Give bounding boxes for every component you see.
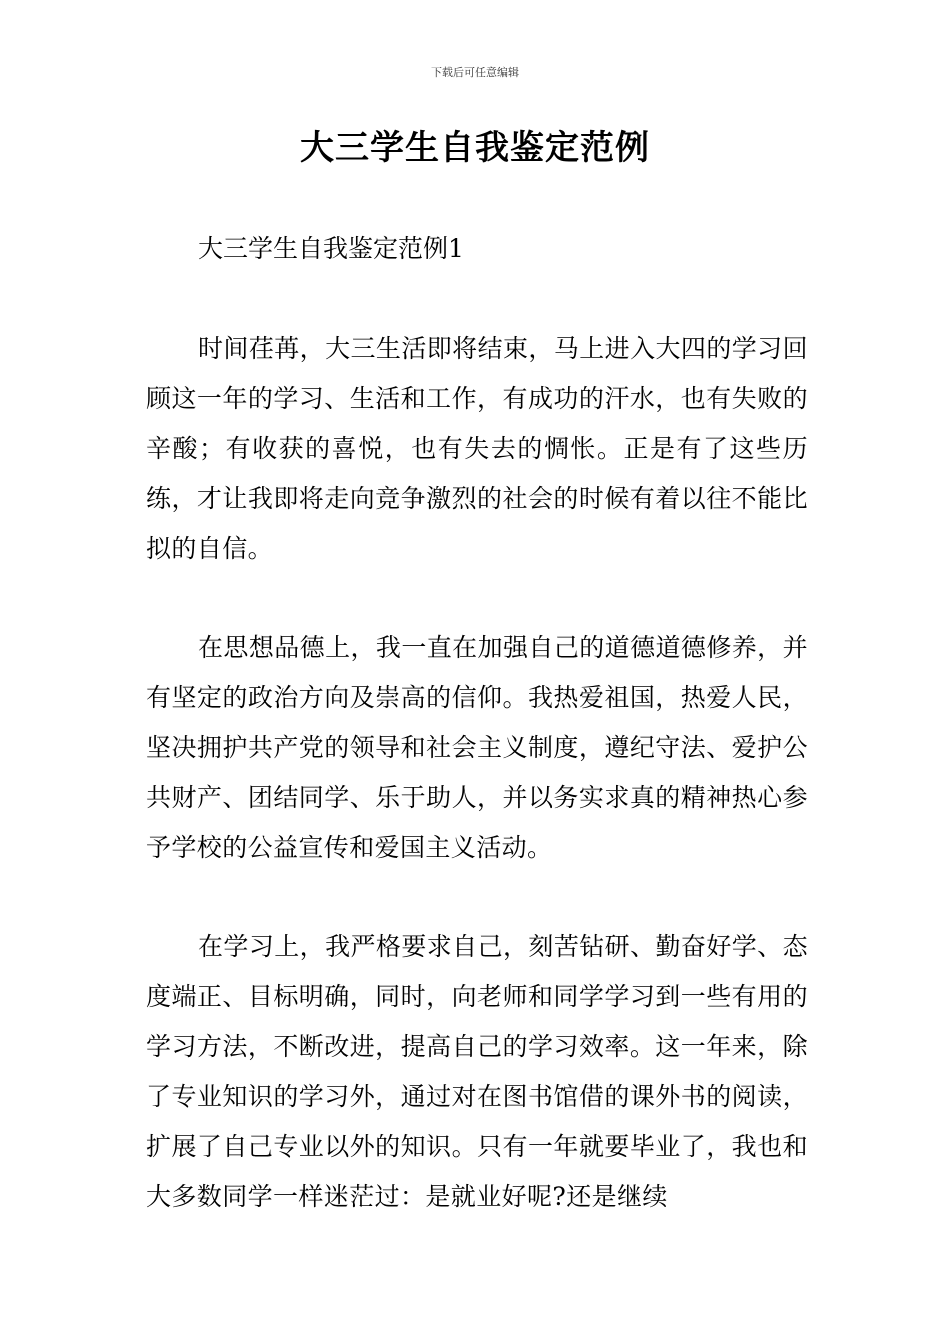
spacer (146, 274, 808, 324)
document-title: 大三学生自我鉴定范例 (300, 128, 650, 168)
paragraph-1: 时间荏苒，大三生活即将结束，马上进入大四的学习回顾这一年的学习、生活和工作，有成功的汗水，也有失败的辛酸；有收获的喜悦，也有失去的惆怅。正是有了这些历练，才让我即将走向竞争激烈的社会的时候有着以往不能比拟的自信。 (146, 334, 808, 563)
spacer (146, 873, 808, 922)
header-note: 下载后可任意编辑 (431, 66, 519, 79)
spacer (146, 574, 808, 623)
document-body (146, 224, 808, 1222)
document-subtitle: 大三学生自我鉴定范例1 (198, 234, 464, 263)
paragraph-3: 在学习上，我严格要求自己，刻苦钻研、勤奋好学、态度端正、目标明确，同时，向老师和同学学习到一些有用的学习方法，不断改进，提高自己的学习效率。这一年来，除了专业知识的学习外，通过对在图书馆借的课外书的阅读，扩展了自己专业以外的知识。只有一年就要毕业了，我也和大多数同学一样迷茫过：是就业好呢?还是继续 (146, 932, 808, 1211)
paragraph-2: 在思想品德上，我一直在加强自己的道德道德修养，并有坚定的政治方向及崇高的信仰。我热爱祖国，热爱人民，坚决拥护共产党的领导和社会主义制度，遵纪守法、爱护公共财产、团结同学、乐于助人，并以务实求真的精神热心参予学校的公益宣传和爱国主义活动。 (146, 633, 808, 862)
